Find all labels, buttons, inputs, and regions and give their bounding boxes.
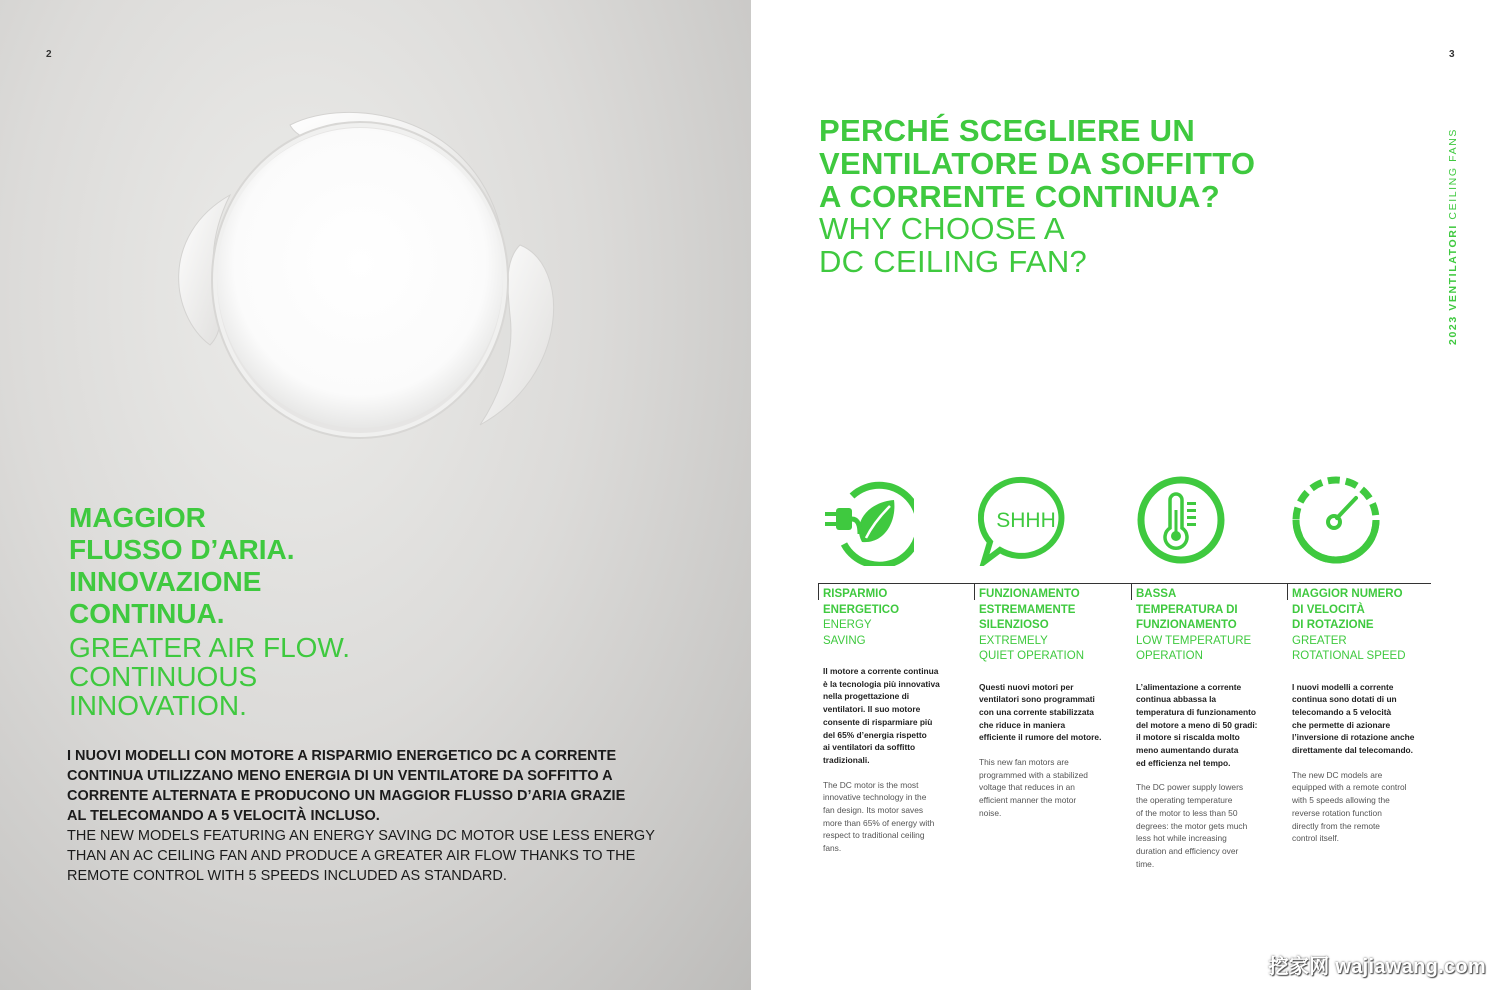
headline-italian: MAGGIOR FLUSSO D’ARIA. INNOVAZIONE CONTINUA. (69, 502, 295, 629)
feature-tick (1287, 584, 1288, 600)
feature-low-temperature (1131, 584, 1281, 870)
feature-heading-en: ENERGY SAVING (823, 619, 872, 647)
feature-text-it: L’alimentazione a corrente continua abbassa la temperatura di funzionamento del motore a meno di 50 gradi: il motore si riscalda molto meno aumentando durata ed efficienza nel tempo. (1136, 681, 1258, 768)
thermometer-icon (1135, 474, 1227, 566)
feature-tick (1131, 584, 1132, 600)
feature-text-en: The DC power supply lowers the operating temperature of the motor to less than 50 degrees: the motor gets much less hot while increasing duration and efficiency over time. (1136, 782, 1248, 869)
side-label-regular: CEILING FANS (1447, 128, 1459, 225)
page-number-left: 2 (46, 49, 52, 60)
feature-heading-it: FUNZIONAMENTO ESTREMAMENTE SILENZIOSO (979, 588, 1080, 631)
feature-heading-en: LOW TEMPERATURE OPERATION (1136, 634, 1252, 662)
feature-heading-it: RISPARMIO ENERGETICO (823, 588, 900, 616)
page-title-english: WHY CHOOSE A DC CEILING FAN? (819, 211, 1088, 279)
ceiling-fan-image (150, 95, 570, 475)
feature-quiet-operation (974, 584, 1124, 820)
watermark: 挖家网 wajiawang.com (1268, 956, 1486, 978)
page-title-italian: PERCHÉ SCEGLIERE UN VENTILATORE DA SOFFITTO A CORRENTE CONTINUA? (819, 113, 1256, 214)
feature-text-en: The new DC models are equipped with a remote control with 5 speeds allowing the reverse rotation function directly from the remote control itself. (1292, 769, 1407, 844)
feature-tick (818, 584, 819, 600)
intro-paragraph-english: THE NEW MODELS FEATURING AN ENERGY SAVING DC MOTOR USE LESS ENERGY THAN AN AC CEILING FAN AND PRODUCE A GREATER AIR FLOW THANKS TO THE REMOTE CONTROL WITH 5 SPEEDS INCLUDED AS STANDARD. (67, 828, 655, 884)
feature-text-it: I nuovi modelli a corrente continua sono dotati di un telecomando a 5 velocità che permette di azionare l’inversione di rotazione anche direttamente dal telecomando. (1292, 681, 1415, 756)
feature-heading-en: GREATER ROTATIONAL SPEED (1292, 634, 1406, 662)
shhh-icon-text: SHHH (996, 509, 1056, 532)
feature-energy-saving (818, 584, 968, 855)
feature-heading-en: EXTREMELY QUIET OPERATION (979, 634, 1085, 662)
headline-english: GREATER AIR FLOW. CONTINUOUS INNOVATION. (69, 632, 351, 721)
plug-leaf-icon (822, 474, 914, 566)
feature-rotational-speed (1287, 584, 1437, 845)
feature-text-it: Questi nuovi motori per ventilatori sono programmati con una corrente stabilizzata che riduce in maniera efficiente il rumore del motore. (979, 681, 1102, 743)
feature-heading-it: MAGGIOR NUMERO DI VELOCITÀ DI ROTAZIONE (1292, 588, 1403, 631)
speech-bubble-shhh-icon (978, 474, 1070, 566)
side-label-bold: 2023 VENTILATORI (1447, 224, 1459, 345)
feature-text-en: This new fan motors are programmed with a stabilized voltage that reduces in an efficient manner the motor noise. (979, 757, 1088, 818)
intro-paragraph-italian: I NUOVI MODELLI CON MOTORE A RISPARMIO ENERGETICO DC A CORRENTE CONTINUA UTILIZZANO MENO ENERGIA DI UN VENTILATORE DA SOFFITTO A CORRENTE ALTERNATA E PRODUCONO UN MAGGIOR FLUSSO D’ARIA GRAZIE AL TELECOMANDO A 5 VELOCITÀ INCLUSO. (67, 748, 626, 824)
page-number-right: 3 (1449, 49, 1455, 60)
feature-tick (974, 584, 975, 600)
feature-text-en: The DC motor is the most innovative technology in the fan design. Its motor saves more than 65% of energy with respect to traditional ceiling fans. (823, 779, 935, 854)
feature-text-it: Il motore a corrente continua è la tecnologia più innovativa nella progettazione di ventilatori. Il suo motore consente di risparmiare più del 65% d’energia rispetto ai ventilatori da soffitto tradizionali. (823, 666, 940, 765)
catalog-side-label (1447, 128, 1459, 345)
feature-heading-it: BASSA TEMPERATURA DI FUNZIONAMENTO (1136, 588, 1238, 631)
speedometer-icon (1290, 474, 1382, 566)
